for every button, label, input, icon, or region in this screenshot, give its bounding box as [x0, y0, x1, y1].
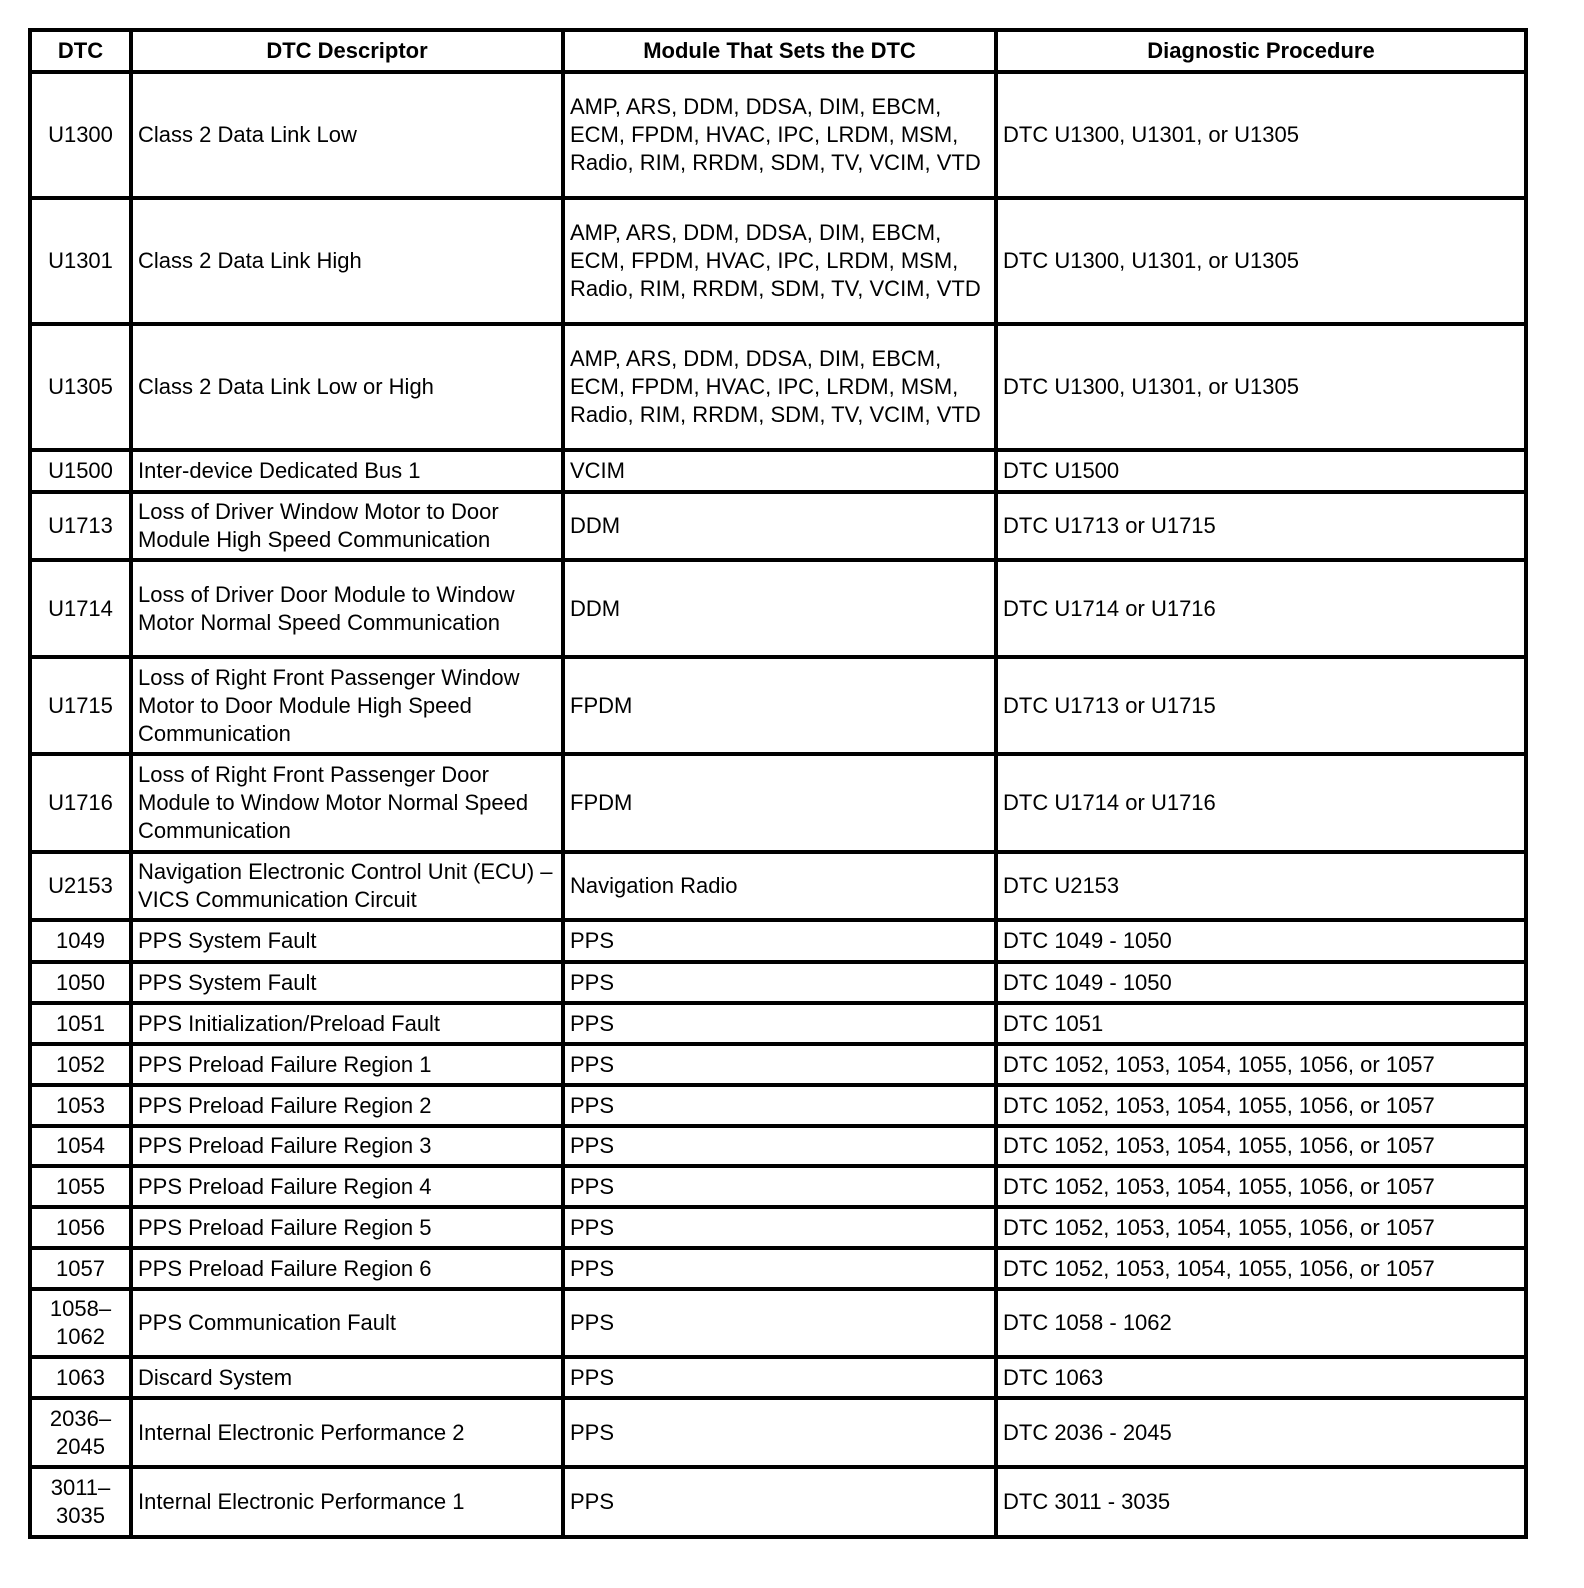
cell-descriptor: PPS Initialization/Preload Fault: [131, 1003, 563, 1044]
cell-dtc: U1500: [30, 450, 131, 492]
table-row: [30, 72, 1526, 198]
cell-module: AMP, ARS, DDM, DDSA, DIM, EBCM, ECM, FPDM, HVAC, IPC, LRDM, MSM, Radio, RIM, RRDM, SDM, TV, VCIM, VTD: [563, 198, 996, 324]
cell-dtc: 1063: [30, 1357, 131, 1398]
cell-module: PPS: [563, 1085, 996, 1126]
cell-dtc: 1056: [30, 1207, 131, 1248]
cell-dtc: 1055: [30, 1166, 131, 1207]
cell-dtc: U2153: [30, 852, 131, 920]
header-row: [30, 30, 1526, 72]
table-row: [30, 920, 1526, 962]
cell-procedure: DTC U1300, U1301, or U1305: [996, 198, 1526, 324]
cell-descriptor: Inter-device Dedicated Bus 1: [131, 450, 563, 492]
cell-procedure: DTC U1713 or U1715: [996, 657, 1526, 754]
cell-procedure: DTC U1713 or U1715: [996, 492, 1526, 560]
cell-dtc: 1057: [30, 1248, 131, 1289]
cell-module: PPS: [563, 1357, 996, 1398]
cell-procedure: DTC U1714 or U1716: [996, 560, 1526, 657]
cell-dtc: 2036–2045: [30, 1398, 131, 1467]
cell-procedure: DTC 1051: [996, 1003, 1526, 1044]
cell-dtc: U1715: [30, 657, 131, 754]
cell-dtc: 1050: [30, 962, 131, 1003]
table-row: [30, 492, 1526, 560]
cell-module: PPS: [563, 1044, 996, 1085]
cell-dtc: U1713: [30, 492, 131, 560]
cell-descriptor: PPS Preload Failure Region 4: [131, 1166, 563, 1207]
table-row: [30, 1248, 1526, 1289]
table-row: [30, 962, 1526, 1003]
cell-module: VCIM: [563, 450, 996, 492]
cell-procedure: DTC 3011 - 3035: [996, 1467, 1526, 1537]
cell-descriptor: Loss of Right Front Passenger Window Motor to Door Module High Speed Communication: [131, 657, 563, 754]
cell-module: PPS: [563, 1467, 996, 1537]
table-row: [30, 1467, 1526, 1537]
cell-procedure: DTC 1049 - 1050: [996, 920, 1526, 962]
cell-descriptor: Class 2 Data Link High: [131, 198, 563, 324]
header-procedure: Diagnostic Procedure: [996, 30, 1526, 72]
cell-module: PPS: [563, 920, 996, 962]
header-dtc: DTC: [30, 30, 131, 72]
cell-descriptor: Class 2 Data Link Low or High: [131, 324, 563, 450]
cell-module: DDM: [563, 492, 996, 560]
cell-module: PPS: [563, 1166, 996, 1207]
table-row: [30, 1398, 1526, 1467]
table-row: [30, 754, 1526, 852]
cell-procedure: DTC U1300, U1301, or U1305: [996, 324, 1526, 450]
cell-descriptor: Loss of Right Front Passenger Door Module to Window Motor Normal Speed Communication: [131, 754, 563, 852]
cell-descriptor: Loss of Driver Door Module to Window Motor Normal Speed Communication: [131, 560, 563, 657]
table-row: [30, 450, 1526, 492]
table-row: [30, 1044, 1526, 1085]
cell-module: PPS: [563, 962, 996, 1003]
cell-descriptor: PPS Preload Failure Region 6: [131, 1248, 563, 1289]
cell-procedure: DTC U1300, U1301, or U1305: [996, 72, 1526, 198]
cell-procedure: DTC 1052, 1053, 1054, 1055, 1056, or 1057: [996, 1207, 1526, 1248]
header-module: Module That Sets the DTC: [563, 30, 996, 72]
cell-descriptor: Internal Electronic Performance 1: [131, 1467, 563, 1537]
cell-descriptor: PPS System Fault: [131, 920, 563, 962]
cell-descriptor: Navigation Electronic Control Unit (ECU) – VICS Communication Circuit: [131, 852, 563, 920]
cell-module: PPS: [563, 1003, 996, 1044]
table-row: [30, 324, 1526, 450]
cell-dtc: 1053: [30, 1085, 131, 1126]
cell-descriptor: Class 2 Data Link Low: [131, 72, 563, 198]
cell-dtc: 1051: [30, 1003, 131, 1044]
cell-descriptor: PPS Preload Failure Region 1: [131, 1044, 563, 1085]
cell-dtc: U1716: [30, 754, 131, 852]
cell-dtc: 1054: [30, 1126, 131, 1166]
cell-procedure: DTC 1052, 1053, 1054, 1055, 1056, or 1057: [996, 1248, 1526, 1289]
cell-dtc: U1305: [30, 324, 131, 450]
cell-dtc: U1301: [30, 198, 131, 324]
cell-module: AMP, ARS, DDM, DDSA, DIM, EBCM, ECM, FPDM, HVAC, IPC, LRDM, MSM, Radio, RIM, RRDM, SDM, TV, VCIM, VTD: [563, 72, 996, 198]
cell-dtc: 3011–3035: [30, 1467, 131, 1537]
cell-descriptor: Internal Electronic Performance 2: [131, 1398, 563, 1467]
cell-descriptor: PPS System Fault: [131, 962, 563, 1003]
table-row: [30, 852, 1526, 920]
table-row: [30, 1289, 1526, 1357]
cell-procedure: DTC 1052, 1053, 1054, 1055, 1056, or 1057: [996, 1166, 1526, 1207]
cell-descriptor: PPS Preload Failure Region 2: [131, 1085, 563, 1126]
table-row: [30, 1357, 1526, 1398]
table-row: [30, 1085, 1526, 1126]
table-row: [30, 198, 1526, 324]
cell-module: PPS: [563, 1248, 996, 1289]
cell-procedure: DTC U2153: [996, 852, 1526, 920]
cell-dtc: 1049: [30, 920, 131, 962]
cell-procedure: DTC 1063: [996, 1357, 1526, 1398]
cell-descriptor: Loss of Driver Window Motor to Door Module High Speed Communication: [131, 492, 563, 560]
cell-module: PPS: [563, 1289, 996, 1357]
cell-module: PPS: [563, 1398, 996, 1467]
cell-descriptor: PPS Communication Fault: [131, 1289, 563, 1357]
cell-descriptor: PPS Preload Failure Region 3: [131, 1126, 563, 1166]
table-row: [30, 1126, 1526, 1166]
cell-dtc: 1052: [30, 1044, 131, 1085]
cell-module: AMP, ARS, DDM, DDSA, DIM, EBCM, ECM, FPDM, HVAC, IPC, LRDM, MSM, Radio, RIM, RRDM, SDM, TV, VCIM, VTD: [563, 324, 996, 450]
dtc-table: [28, 28, 1528, 1539]
table-row: [30, 560, 1526, 657]
table-row: [30, 1003, 1526, 1044]
cell-procedure: DTC U1714 or U1716: [996, 754, 1526, 852]
cell-dtc: 1058–1062: [30, 1289, 131, 1357]
cell-module: PPS: [563, 1126, 996, 1166]
cell-module: Navigation Radio: [563, 852, 996, 920]
cell-procedure: DTC U1500: [996, 450, 1526, 492]
cell-descriptor: Discard System: [131, 1357, 563, 1398]
header-descriptor: DTC Descriptor: [131, 30, 563, 72]
cell-dtc: U1714: [30, 560, 131, 657]
cell-module: PPS: [563, 1207, 996, 1248]
cell-module: DDM: [563, 560, 996, 657]
cell-procedure: DTC 1052, 1053, 1054, 1055, 1056, or 1057: [996, 1044, 1526, 1085]
cell-procedure: DTC 1058 - 1062: [996, 1289, 1526, 1357]
cell-module: FPDM: [563, 754, 996, 852]
cell-dtc: U1300: [30, 72, 131, 198]
cell-procedure: DTC 2036 - 2045: [996, 1398, 1526, 1467]
table-row: [30, 657, 1526, 754]
table-row: [30, 1207, 1526, 1248]
cell-module: FPDM: [563, 657, 996, 754]
cell-procedure: DTC 1049 - 1050: [996, 962, 1526, 1003]
table-row: [30, 1166, 1526, 1207]
cell-procedure: DTC 1052, 1053, 1054, 1055, 1056, or 1057: [996, 1085, 1526, 1126]
cell-procedure: DTC 1052, 1053, 1054, 1055, 1056, or 1057: [996, 1126, 1526, 1166]
cell-descriptor: PPS Preload Failure Region 5: [131, 1207, 563, 1248]
